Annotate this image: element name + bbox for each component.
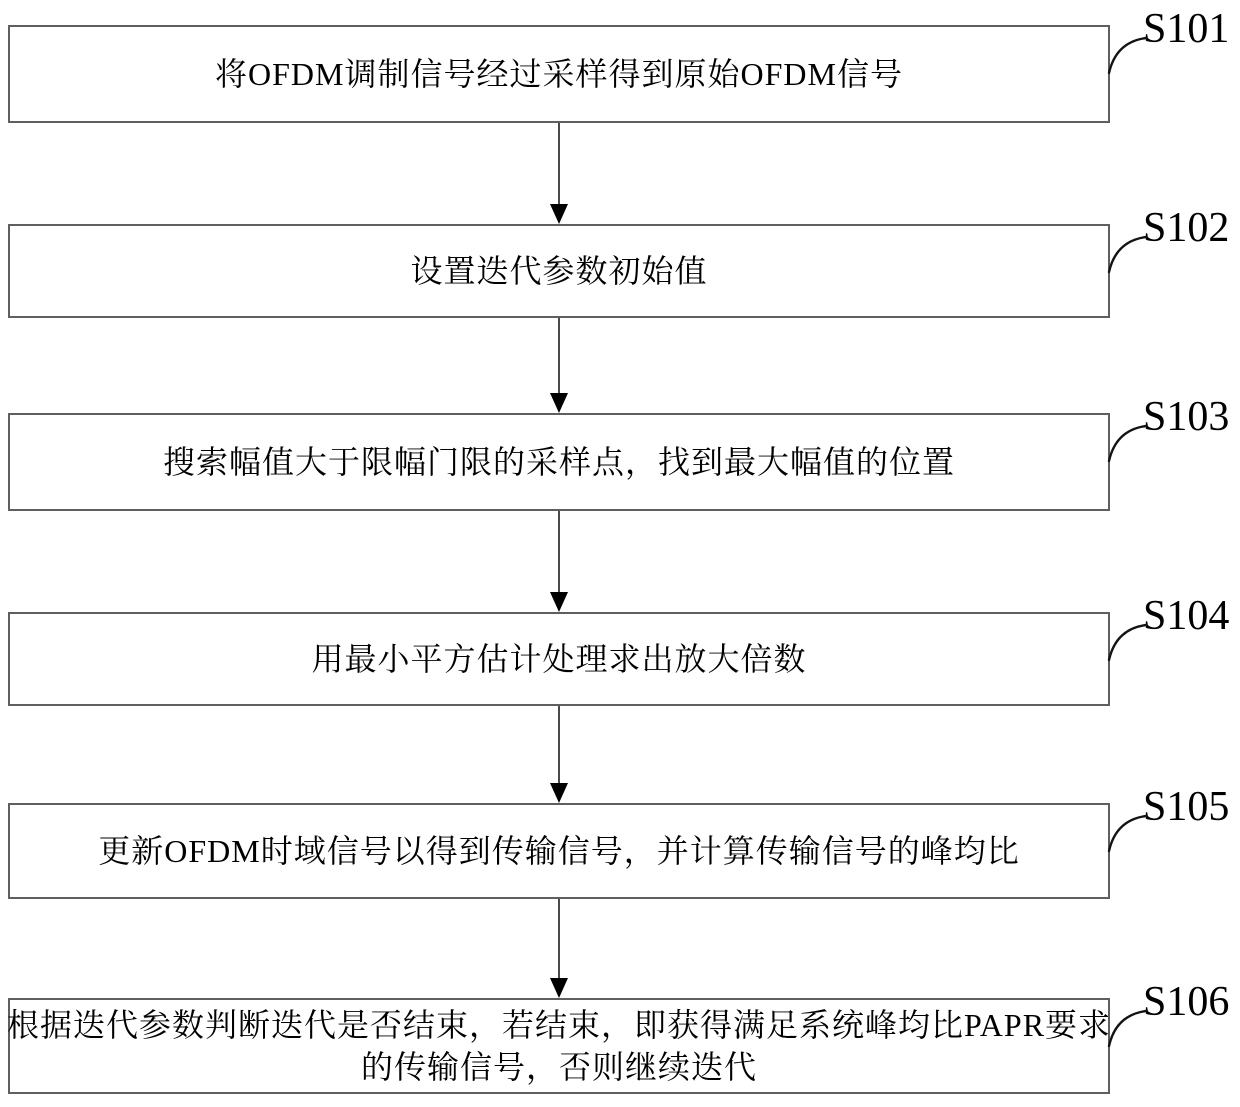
flow-arrowhead-icon [550, 592, 568, 612]
leader-line-s105 [1105, 783, 1150, 858]
leader-line-s101 [1105, 5, 1150, 80]
step-text-s102: 设置迭代参数初始值 [410, 253, 708, 289]
step-label-s104: S104 [1143, 593, 1230, 639]
step-text-s106-line1: 根据迭代参数判断迭代是否结束，若结束，即获得满足系统峰均比PAPR要求 [6, 1007, 1112, 1043]
flow-connector-line-1 [558, 123, 560, 205]
flow-connector-line-2 [558, 318, 560, 394]
step-box-s101 [8, 25, 1110, 123]
step-box-s104 [8, 612, 1110, 706]
step-label-s105: S105 [1143, 784, 1230, 830]
flow-arrowhead-icon [550, 393, 568, 413]
leader-line-s102 [1105, 204, 1150, 279]
step-text-s105: 更新OFDM时域信号以得到传输信号，并计算传输信号的峰均比 [98, 833, 1020, 869]
flow-connector-line-5 [558, 899, 560, 979]
step-text-s104: 用最小平方估计处理求出放大倍数 [311, 641, 807, 677]
flow-connector-line-3 [558, 511, 560, 593]
flow-connector-line-4 [558, 706, 560, 784]
step-box-s102 [8, 224, 1110, 318]
step-label-s106: S106 [1143, 979, 1230, 1025]
step-label-s102: S102 [1143, 205, 1230, 251]
flow-arrowhead-icon [550, 783, 568, 803]
step-text-s106-line2: 的传输信号，否则继续迭代 [360, 1049, 757, 1085]
leader-line-s103 [1105, 393, 1150, 468]
flow-arrowhead-icon [550, 204, 568, 224]
step-box-s105 [8, 803, 1110, 899]
step-text-s101: 将OFDM调制信号经过采样得到原始OFDM信号 [215, 56, 903, 92]
step-box-s103 [8, 413, 1110, 511]
step-label-s101: S101 [1143, 6, 1230, 52]
flow-arrowhead-icon [550, 978, 568, 998]
step-label-s103: S103 [1143, 394, 1230, 440]
leader-line-s104 [1105, 592, 1150, 667]
step-box-s106 [8, 998, 1110, 1094]
step-text-s103: 搜索幅值大于限幅门限的采样点，找到最大幅值的位置 [162, 444, 955, 480]
leader-line-s106 [1105, 978, 1150, 1053]
